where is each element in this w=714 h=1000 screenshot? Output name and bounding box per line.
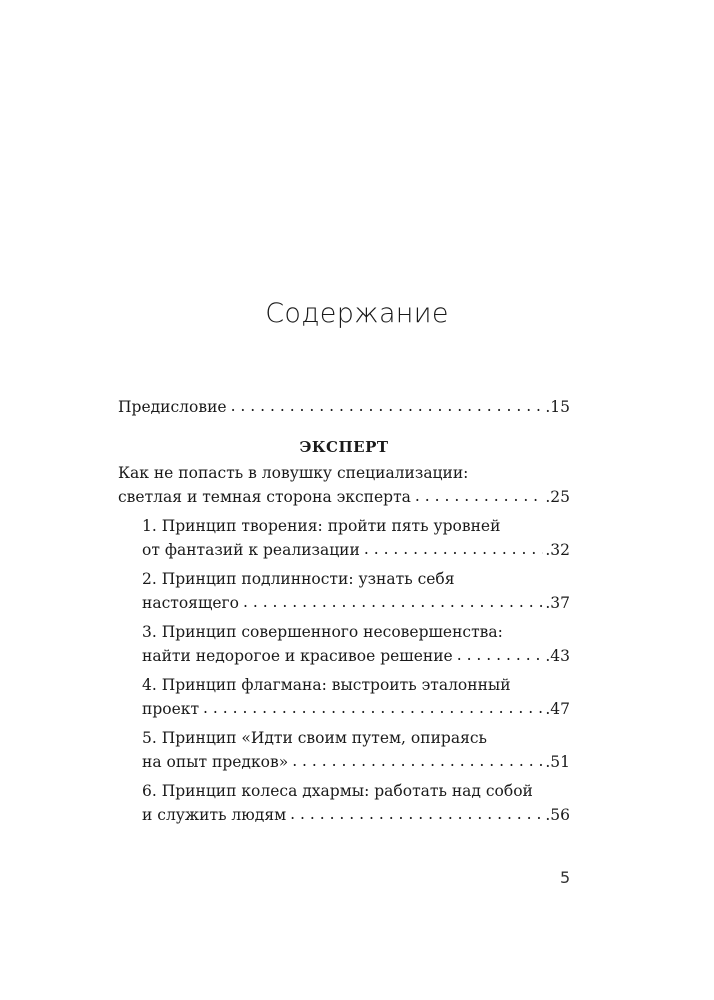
dot-leader [292, 752, 543, 768]
section-heading: ЭКСПЕРТ [299, 438, 389, 456]
dot-leader [415, 487, 543, 503]
dot-leader [243, 593, 543, 609]
dot-leader [231, 397, 544, 413]
toc-page-ref: .32 [545, 541, 570, 559]
toc-entry-text: Как не попасть в ловушку специализации: [118, 464, 469, 482]
toc-entry-text: 5. Принцип «Идти своим путем, опираясь [142, 729, 487, 747]
toc-entry-chapter-1 [118, 514, 570, 562]
toc-entry-chapter-5 [118, 726, 570, 774]
toc-entry-preface [118, 395, 570, 419]
toc-entry-text: Предисловие [118, 398, 227, 416]
page-number: 5 [560, 868, 571, 887]
toc-entry-text: 3. Принцип совершенного несовершенства: [142, 623, 503, 641]
toc-page-ref: .37 [545, 594, 570, 612]
toc-page-ref: .56 [545, 806, 570, 824]
dot-leader [290, 805, 543, 821]
toc-entry-intro [118, 461, 570, 509]
toc-entry-text: 6. Принцип колеса дхармы: работать над собой [142, 782, 533, 800]
dot-leader [203, 699, 543, 715]
toc-page-ref: .15 [545, 398, 570, 416]
toc-page-ref: .47 [545, 700, 570, 718]
toc-page-ref: .43 [545, 647, 570, 665]
toc-entry-chapter-6 [118, 779, 570, 827]
toc-entry-text: найти недорогое и красивое решение [142, 647, 453, 665]
toc-page-ref: .51 [545, 753, 570, 771]
toc-entry-text: и служить людям [142, 806, 287, 824]
toc-entry-text: настоящего [142, 594, 239, 612]
toc-entry-text: проект [142, 700, 200, 718]
toc-page-ref: .25 [545, 488, 570, 506]
page-title: Содержание [265, 298, 449, 329]
toc-entry-chapter-3 [118, 620, 570, 668]
toc-entry-chapter-2 [118, 567, 570, 615]
toc-entry-chapter-4 [118, 673, 570, 721]
toc-entry-text: 1. Принцип творения: пройти пять уровней [142, 517, 501, 535]
toc-entry-text: 4. Принцип флагмана: выстроить эталонный [142, 676, 511, 694]
toc-entry-text: 2. Принцип подлинности: узнать себя [142, 570, 455, 588]
dot-leader [364, 540, 543, 556]
toc-entry-text: светлая и темная сторона эксперта [118, 488, 411, 506]
toc-entry-text: на опыт предков» [142, 753, 289, 771]
toc-entry-text: от фантазий к реализации [142, 541, 360, 559]
dot-leader [457, 646, 544, 662]
table-of-contents [118, 395, 570, 827]
